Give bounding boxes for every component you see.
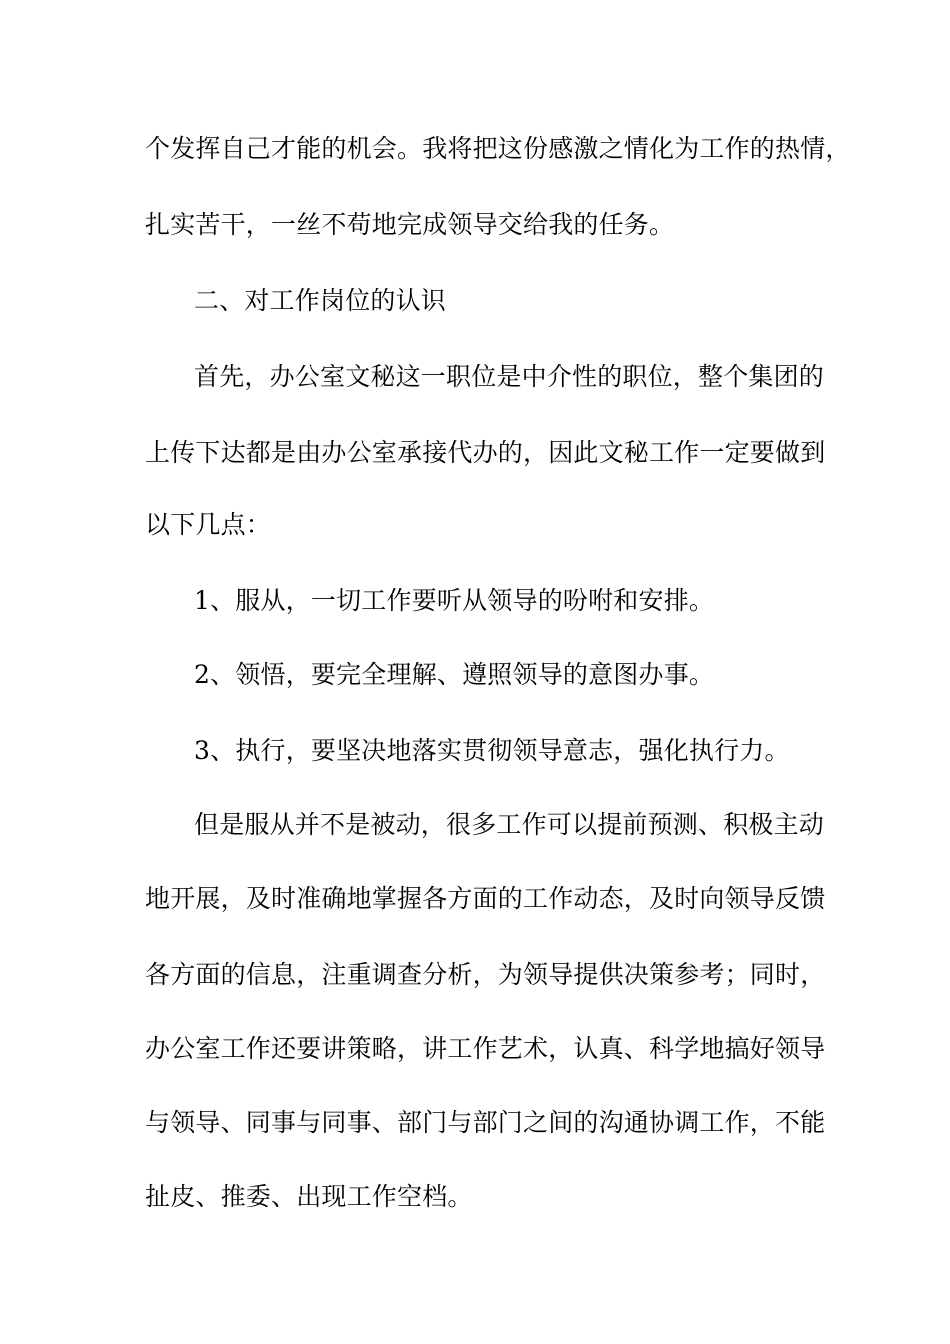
text-line: 以下几点： <box>145 510 272 539</box>
list-item: 2、领悟，要完全理解、遵照领导的意图办事。 <box>194 660 715 689</box>
text-line: 扯皮、推委、出现工作空档。 <box>145 1182 473 1211</box>
text-line: 各方面的信息，注重调查分析，为领导提供决策参考；同时， <box>145 960 826 989</box>
list-item: 3、执行，要坚决地落实贯彻领导意志，强化执行力。 <box>194 736 790 765</box>
text-line: 个发挥自己才能的机会。我将把这份感激之情化为工作的热情， <box>145 134 851 163</box>
text-line: 但是服从并不是被动，很多工作可以提前预测、积极主动 <box>194 810 825 839</box>
text-line: 上传下达都是由办公室承接代办的，因此文秘工作一定要做到 <box>145 438 826 467</box>
text-line: 扎实苦干，一丝不苟地完成领导交给我的任务。 <box>145 210 675 239</box>
section-heading: 二、对工作岗位的认识 <box>194 286 447 315</box>
list-item: 1、服从，一切工作要听从领导的吩咐和安排。 <box>194 586 715 615</box>
text-line: 办公室工作还要讲策略，讲工作艺术，认真、科学地搞好领导 <box>145 1034 826 1063</box>
text-line: 地开展，及时准确地掌握各方面的工作动态，及时向领导反馈 <box>145 884 826 913</box>
text-line: 与领导、同事与同事、部门与部门之间的沟通协调工作，不能 <box>145 1108 826 1137</box>
text-line: 首先，办公室文秘这一职位是中介性的职位，整个集团的 <box>194 362 825 391</box>
